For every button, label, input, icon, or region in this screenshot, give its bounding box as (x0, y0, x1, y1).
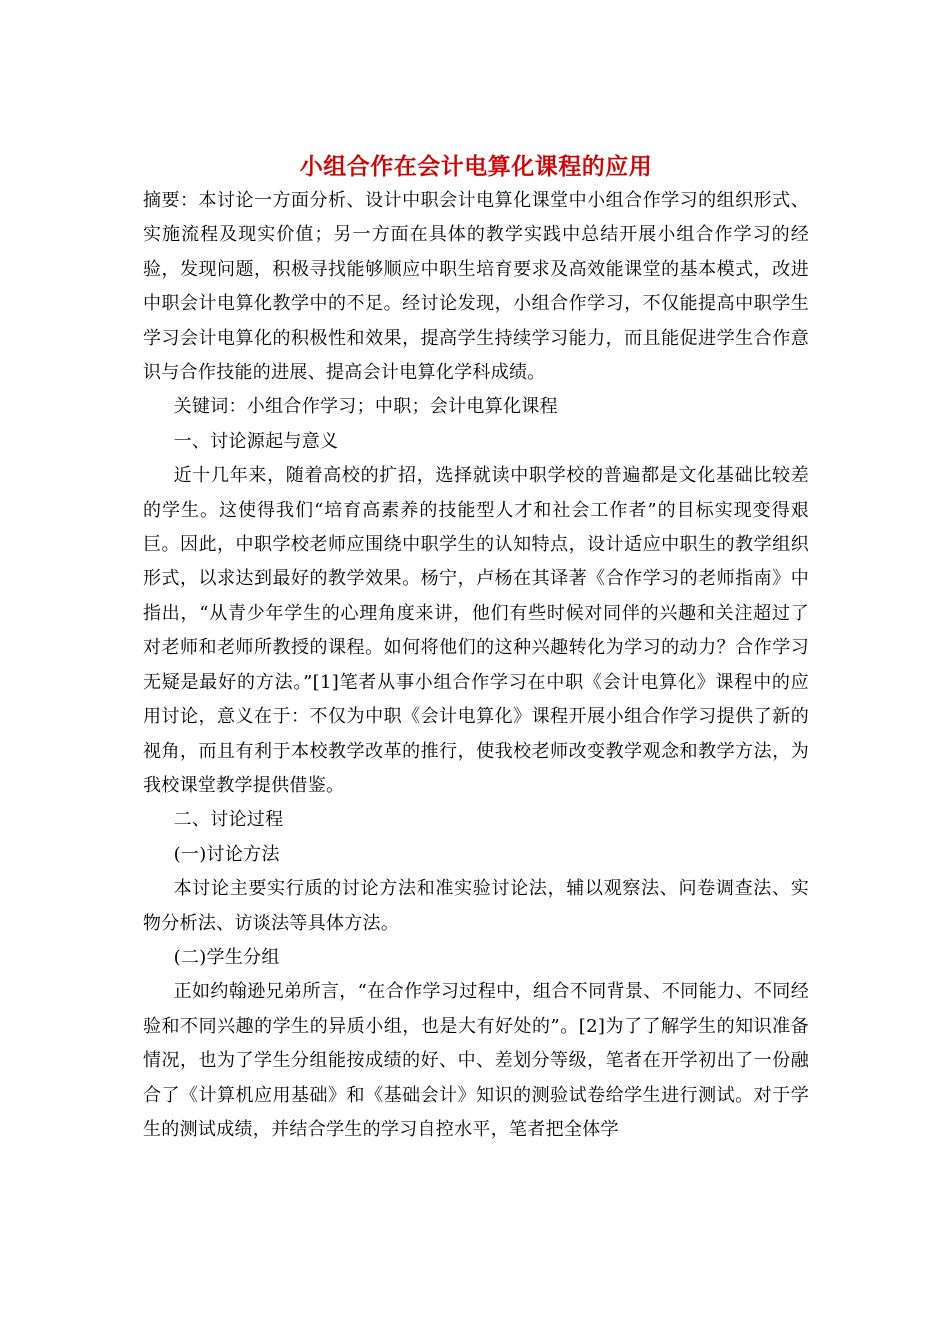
subsection-heading-2: (二)学生分组 (173, 946, 280, 968)
document-title: 小组合作在会计电算化课程的应用 (299, 153, 653, 180)
subsection-heading-1: (一)讨论方法 (173, 843, 280, 865)
section-heading-1: 一、讨论源起与意义 (173, 430, 339, 452)
subsection-2-paragraph: 正如约翰逊兄弟所言，“在合作学习过程中，组合不同背景、不同能力、不同经验和不同兴趣的学生的异质小组，也是大有好处的”。[2]为了了解学生的知识准备情况，也为了学生分组能按成绩的好、中、差划分等级，笔者在开学初出了一份融合了《计算机应用基础》和《基础会计》知识的测验试卷给学生进行测试。对于学生的测试成绩，并结合学生的学习自控水平，笔者把全体学 (143, 981, 809, 1140)
keywords-line: 关键词：小组合作学习；中职；会计电算化课程 (173, 396, 558, 418)
document-body (143, 150, 809, 1147)
section-heading-2: 二、讨论过程 (173, 809, 284, 831)
subsection-1-paragraph: 本讨论主要实行质的讨论方法和准实验讨论法，辅以观察法、问卷调查法、实物分析法、访谈法等具体方法。 (143, 878, 809, 934)
section-1-paragraph: 近十几年来，随着高校的扩招，选择就读中职学校的普遍都是文化基础比较差的学生。这使得我们“培育高素养的技能型人才和社会工作者”的目标实现变得艰巨。因此，中职学校老师应围绕中职学生的认知特点，设计适应中职生的教学组织形式，以求达到最好的教学效果。杨宁，卢杨在其译著《合作学习的老师指南》中指出，“从青少年学生的心理角度来讲，他们有些时候对同伴的兴趣和关注超过了对老师和老师所教授的课程。如何将他们的这种兴趣转化为学习的动力？合作学习无疑是最好的方法。”[1]笔者从事小组合作学习在中职《会计电算化》课程中的应用讨论，意义在于：不仅为中职《会计电算化》课程开展小组合作学习提供了新的视角，而且有利于本校教学改革的推行，使我校老师改变教学观念和教学方法，为我校课堂教学提供借鉴。 (143, 465, 809, 796)
abstract-paragraph: 摘要：本讨论一方面分析、设计中职会计电算化课堂中小组合作学习的组织形式、实施流程及现实价值；另一方面在具体的教学实践中总结开展小组合作学习的经验，发现问题，积极寻找能够顺应中职生培育要求及高效能课堂的基本模式，改进中职会计电算化教学中的不足。经讨论发现，小组合作学习，不仅能提高中职学生学习会计电算化的积极性和效果，提高学生持续学习能力，而且能促进学生合作意识与合作技能的进展、提高会计电算化学科成绩。 (143, 190, 809, 384)
